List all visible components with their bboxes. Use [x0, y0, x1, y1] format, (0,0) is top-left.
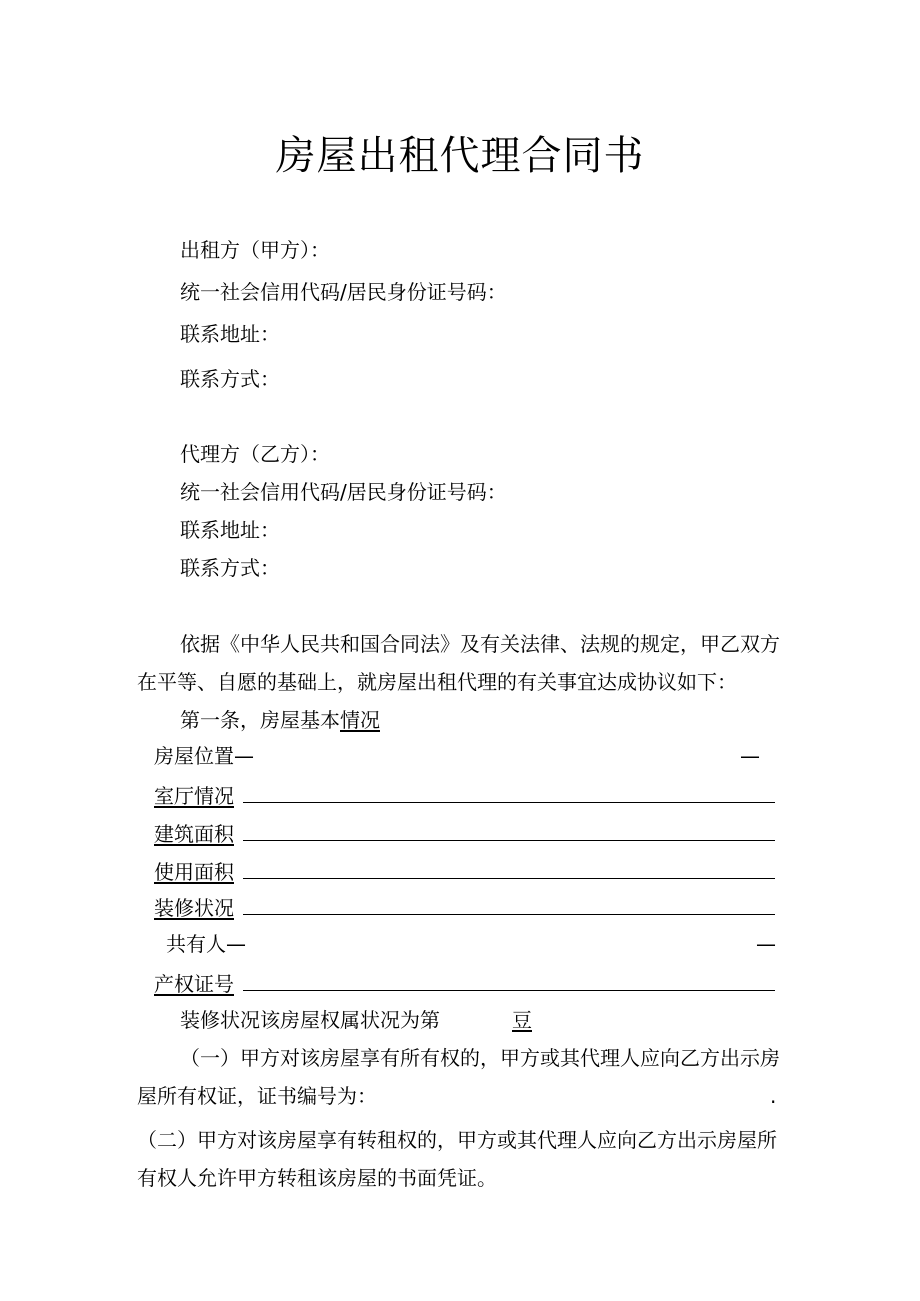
building-area-blank-line	[243, 840, 775, 841]
party-a-heading: 出租方（甲方）：	[180, 238, 330, 262]
ownership-mark: 豆	[512, 1008, 532, 1032]
location-end-dash: —	[740, 744, 760, 768]
rooms-blank-line	[243, 802, 775, 803]
ownership-text: 装修状况该房屋权属状况为第	[180, 1008, 440, 1032]
party-a-contact-label: 联系方式：	[180, 367, 280, 391]
clause-2-line-1: （二）甲方对该房屋享有转租权的，甲方或其代理人应向乙方出示房屋所	[137, 1128, 777, 1152]
title-cert-blank-line	[243, 990, 775, 991]
location-label: 房屋位置—	[154, 744, 254, 768]
party-b-contact-label: 联系方式：	[180, 556, 280, 580]
building-area-label: 建筑面积	[154, 822, 234, 846]
title-cert-label: 产权证号	[154, 972, 234, 996]
article-1-heading-underlined: 情况	[340, 708, 380, 732]
article-1-heading-prefix: 第一条，房屋基本	[180, 708, 340, 732]
intro-line-1: 依据《中华人民共和国合同法》及有关法律、法规的规定，甲乙双方	[180, 632, 780, 656]
clause-1-end-mark: .	[770, 1084, 777, 1108]
co-owner-end-dash: —	[756, 932, 776, 956]
decoration-label: 装修状况	[154, 896, 234, 920]
usable-area-blank-line	[243, 878, 775, 879]
clause-1-line-1: （一）甲方对该房屋享有所有权的，甲方或其代理人应向乙方出示房	[180, 1046, 780, 1070]
intro-line-2: 在平等、自愿的基础上，就房屋出租代理的有关事宜达成协议如下：	[137, 670, 737, 694]
rooms-label: 室厅情况	[154, 784, 234, 808]
clause-1-line-2: 屋所有权证，证书编号为：	[137, 1084, 377, 1108]
party-b-id-label: 统一社会信用代码/居民身份证号码：	[180, 480, 507, 504]
party-b-address-label: 联系地址：	[180, 518, 280, 542]
party-a-id-label: 统一社会信用代码/居民身份证号码：	[180, 280, 507, 304]
decoration-blank-line	[243, 914, 775, 915]
party-b-heading: 代理方（乙方）：	[180, 442, 330, 466]
document-title: 房屋出租代理合同书	[275, 133, 645, 179]
co-owner-label: 共有人—	[166, 932, 246, 956]
usable-area-label: 使用面积	[154, 860, 234, 884]
article-1-heading	[180, 706, 380, 734]
clause-2-line-2: 有权人允许甲方转租该房屋的书面凭证。	[137, 1166, 497, 1190]
party-a-address-label: 联系地址：	[180, 322, 280, 346]
